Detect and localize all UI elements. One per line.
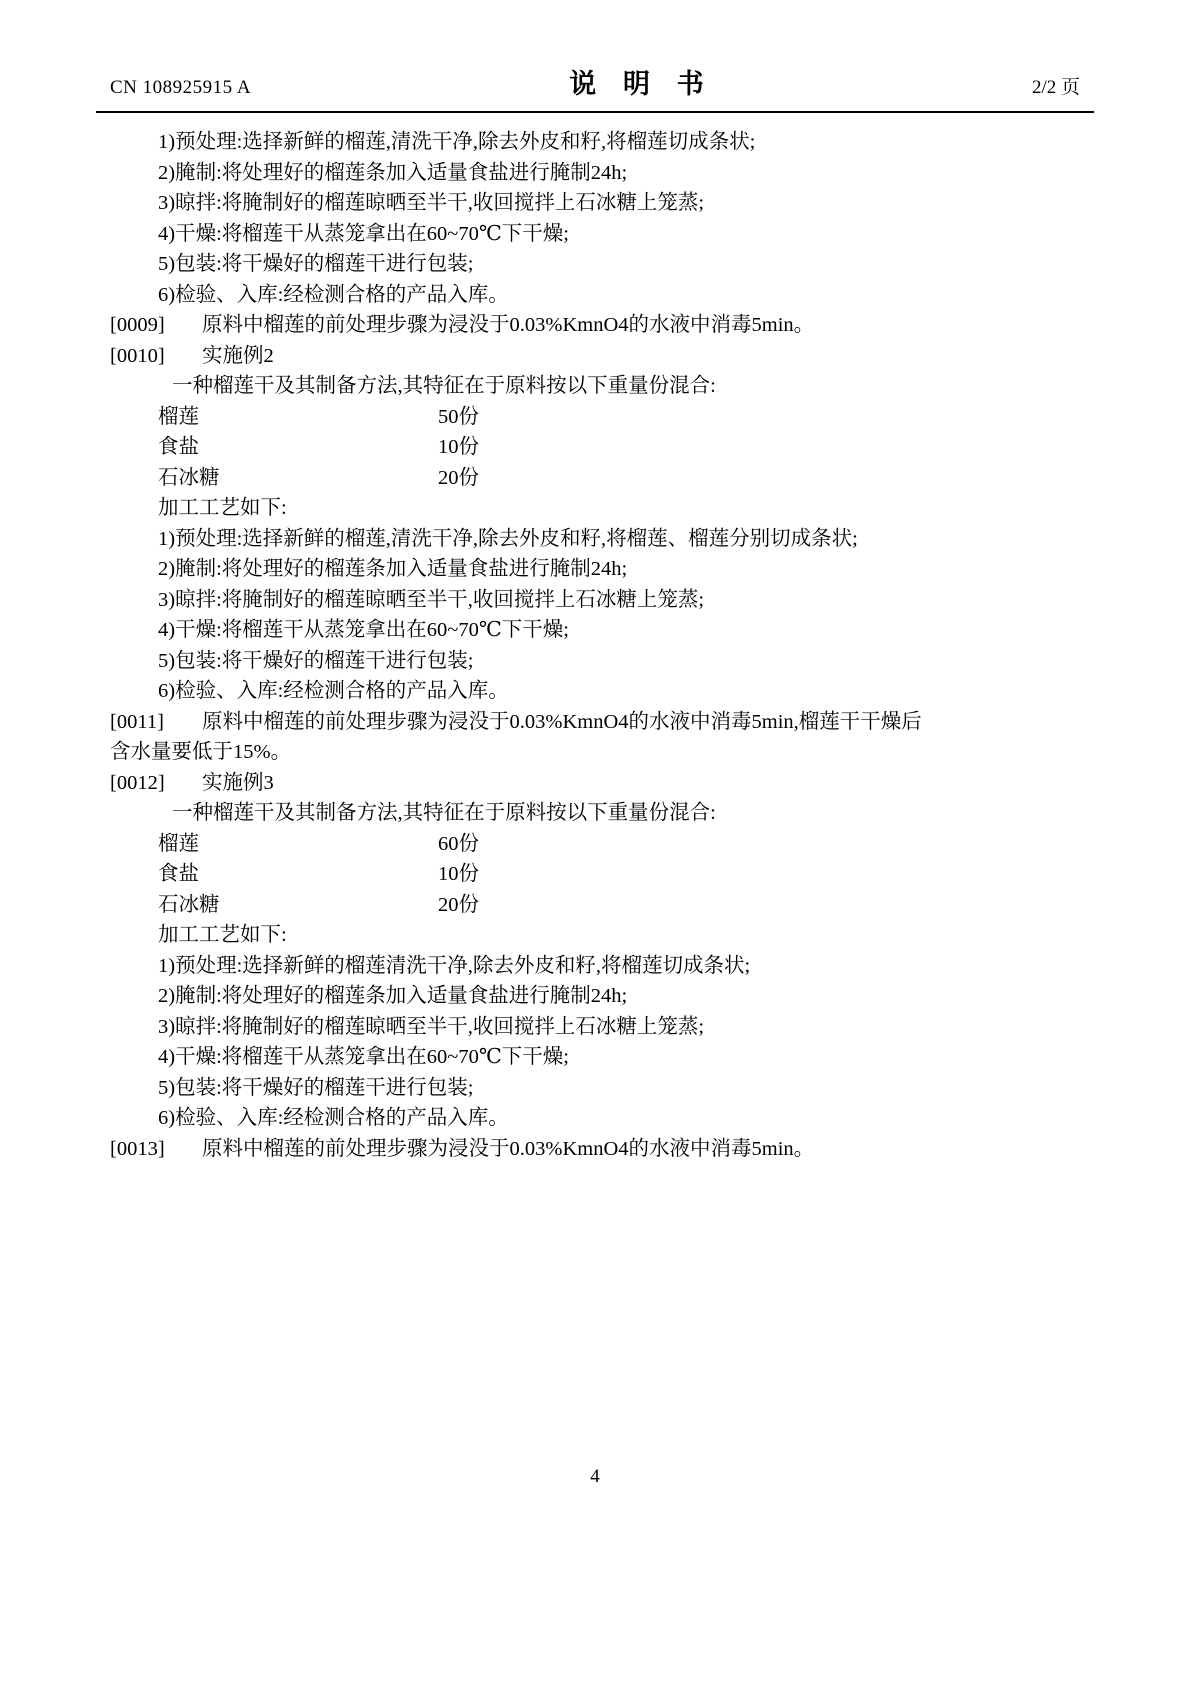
paragraph-number: [0011] bbox=[110, 710, 164, 733]
process-step: 3)晾拌:将腌制好的榴莲晾晒至半干,收回搅拌上石冰糖上笼蒸; bbox=[158, 192, 705, 214]
paragraph-0009 bbox=[96, 310, 1094, 341]
process-step: 6)检验、入库:经检测合格的产品入库。 bbox=[158, 680, 509, 702]
ingredient-row bbox=[96, 463, 1094, 494]
process-step: 6)检验、入库:经检测合格的产品入库。 bbox=[158, 283, 509, 306]
ingredient-row bbox=[96, 829, 1094, 860]
embodiment2-intro: 一种榴莲干及其制备方法,其特征在于原料按以下重量份混合: bbox=[172, 375, 716, 397]
process-step: 4)干燥:将榴莲干从蒸笼拿出在60~70℃下干燥; bbox=[158, 619, 569, 641]
ingredient-amount: 10份 bbox=[438, 863, 479, 885]
process-step: 4)干燥:将榴莲干从蒸笼拿出在60~70℃下干燥; bbox=[158, 222, 569, 245]
process-step: 6)检验、入库:经检测合格的产品入库。 bbox=[158, 1107, 509, 1129]
page-footer: 4 bbox=[590, 1466, 600, 1487]
process-step: 1)预处理:选择新鲜的榴莲,清洗干净,除去外皮和籽,将榴莲、榴莲分别切成条状; bbox=[158, 527, 858, 550]
page-label: 2/2 页 bbox=[1031, 77, 1080, 98]
ingredient-amount: 10份 bbox=[438, 436, 479, 458]
ingredient-name: 榴莲 bbox=[158, 405, 199, 428]
ingredient-name: 食盐 bbox=[158, 436, 199, 458]
process-step: 5)包装:将干燥好的榴莲干进行包装; bbox=[158, 649, 474, 672]
paragraph-0013 bbox=[96, 1134, 1094, 1165]
embodiment3-intro: 一种榴莲干及其制备方法,其特征在于原料按以下重量份混合: bbox=[172, 802, 716, 824]
ingredient-row bbox=[96, 890, 1094, 921]
paragraph-0010 bbox=[96, 341, 1094, 372]
paragraph-text: 原料中榴莲的前处理步骤为浸没于0.03%KmnO4的水液中消毒5min,榴莲干干燥后 bbox=[202, 710, 922, 733]
ingredient-amount: 60份 bbox=[438, 832, 479, 855]
process-step: 1)预处理:选择新鲜的榴莲,清洗干净,除去外皮和籽,将榴莲切成条状; bbox=[158, 131, 756, 153]
process-step: 3)晾拌:将腌制好的榴莲晾晒至半干,收回搅拌上石冰糖上笼蒸; bbox=[158, 1015, 705, 1038]
paragraph-number: [0009] bbox=[110, 314, 165, 336]
process-step: 2)腌制:将处理好的榴莲条加入适量食盐进行腌制24h; bbox=[158, 558, 628, 580]
process-label: 加工工艺如下: bbox=[158, 924, 287, 946]
page-header bbox=[96, 62, 1094, 113]
ingredient-name: 石冰糖 bbox=[158, 466, 220, 489]
ingredient-amount: 20份 bbox=[438, 466, 479, 489]
paragraph-text: 原料中榴莲的前处理步骤为浸没于0.03%KmnO4的水液中消毒5min。 bbox=[202, 314, 815, 336]
paragraph-0012 bbox=[96, 768, 1094, 799]
paragraph-text: 原料中榴莲的前处理步骤为浸没于0.03%KmnO4的水液中消毒5min。 bbox=[202, 1137, 815, 1160]
document-number: CN 108925915 A bbox=[110, 77, 252, 98]
ingredient-name: 食盐 bbox=[158, 863, 199, 885]
process-step: 5)包装:将干燥好的榴莲干进行包装; bbox=[158, 253, 474, 275]
paragraph-text: 实施例2 bbox=[202, 344, 274, 367]
paragraph-0011-continued: 含水量要低于15%。 bbox=[110, 741, 292, 763]
paragraph-number: [0013] bbox=[110, 1137, 165, 1160]
ingredient-row bbox=[96, 432, 1094, 463]
ingredient-amount: 50份 bbox=[438, 405, 479, 428]
paragraph-text: 实施例3 bbox=[202, 771, 274, 794]
page-title: 说 明 书 bbox=[569, 69, 714, 99]
paragraph-number: [0010] bbox=[110, 344, 165, 367]
process-label: 加工工艺如下: bbox=[158, 497, 287, 519]
ingredient-row bbox=[96, 859, 1094, 890]
process-step: 3)晾拌:将腌制好的榴莲晾晒至半干,收回搅拌上石冰糖上笼蒸; bbox=[158, 588, 705, 611]
process-step: 2)腌制:将处理好的榴莲条加入适量食盐进行腌制24h; bbox=[158, 161, 628, 184]
paragraph-number: [0012] bbox=[110, 771, 165, 794]
ingredient-row bbox=[96, 402, 1094, 433]
page-body bbox=[96, 113, 1094, 1164]
process-step: 5)包装:将干燥好的榴莲干进行包装; bbox=[158, 1076, 474, 1099]
process-step: 4)干燥:将榴莲干从蒸笼拿出在60~70℃下干燥; bbox=[158, 1046, 569, 1068]
paragraph-0011 bbox=[96, 707, 1094, 738]
process-step: 1)预处理:选择新鲜的榴莲清洗干净,除去外皮和籽,将榴莲切成条状; bbox=[158, 954, 751, 977]
ingredient-name: 榴莲 bbox=[158, 832, 199, 855]
process-step: 2)腌制:将处理好的榴莲条加入适量食盐进行腌制24h; bbox=[158, 985, 628, 1007]
ingredient-amount: 20份 bbox=[438, 893, 479, 916]
ingredient-name: 石冰糖 bbox=[158, 893, 220, 916]
